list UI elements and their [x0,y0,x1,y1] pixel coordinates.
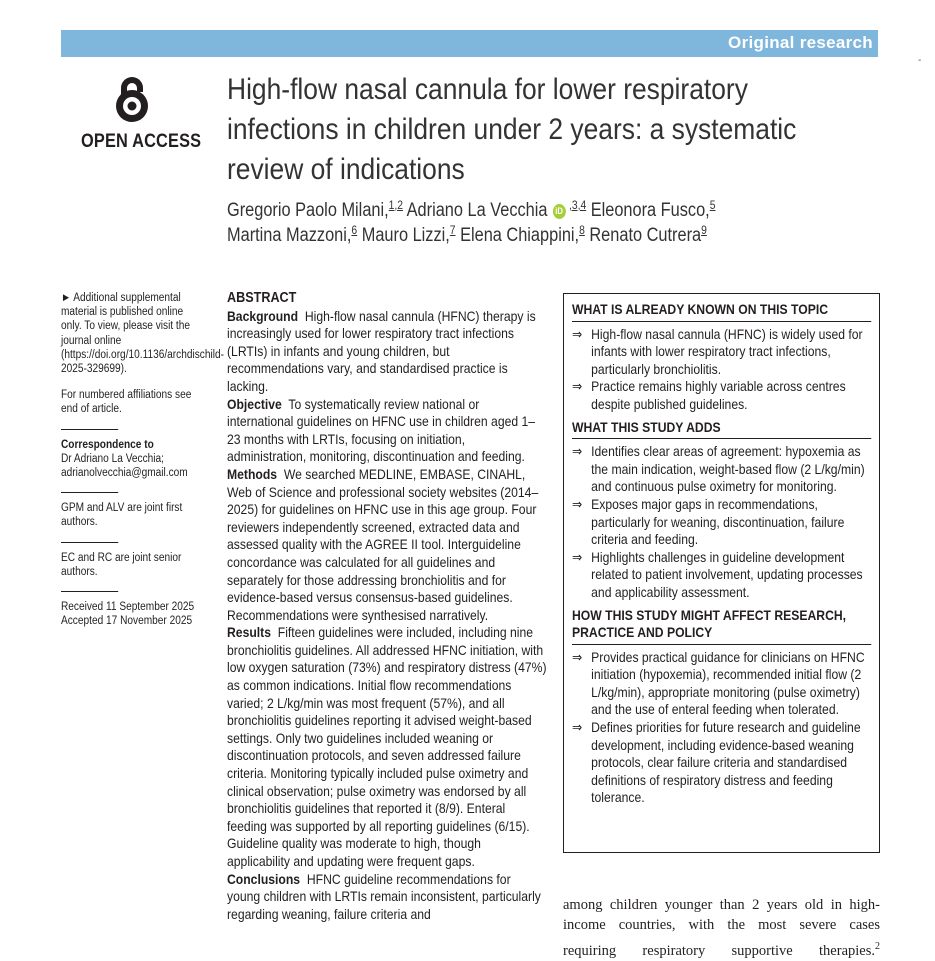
abstract-conclusions [227,871,547,924]
open-access-label: OPEN ACCESS [81,131,202,152]
key-message-text: Practice remains highly variable across centres despite published guidelines. [591,378,846,412]
article-title: High-flow nasal cannula for lower respiratory infections in children under 2 years: a systematic review of indications [227,73,797,186]
author-name: Adriano La Vecchia [406,200,548,221]
abstract-section-text: Fifteen guidelines were included, including nine bronchiolitis guidelines. All addressed HFNC initiation, with low oxygen saturation (73%) and respiratory distress (47%) as common indications. Initial flow recommendations varied; 2 L/kg/min was most frequent (57%), and all bronchiolitis guidelines reporting it advised weight-based settings. Only two guidelines included weaning or discontinuation protocols, and seven addressed failure criteria. Monitoring typically included pulse oximetry and clinical observation; pulse oximetry was endorsed by all bronchiolitis guidelines that reported it (8/9). Enteral feeding was supported by all reporting guidelines (6/15). Guideline quality was moderate to high, though applicability and updating were frequent gaps. [227,624,547,869]
abstract-methods [227,466,547,624]
abstract-section-label: Results [227,624,272,641]
abstract-section-label: Conclusions [227,870,301,887]
affiliation-link[interactable]: 7 [449,223,456,237]
affiliations-note: For numbered affiliations see end of article. [61,389,192,416]
author-list [227,198,795,248]
divider [61,492,118,493]
abstract-section-text: We searched MEDLINE, EMBASE, CINAHL, Web of Science and professional society websites (2014–2025) for guidelines on HFNC use in this age group. Four reviewers independently screened, extracted data and assessed quality with the AGREE II tool. Interguideline concordance was calculated for all guidelines and separately for those addressing bronchiolitis and for evidence-based versus consensus-based guidelines. Recommendations were synthesised narratively. [227,465,539,623]
key-affect-heading: HOW THIS STUDY MIGHT AFFECT RESEARCH, PRACTICE AND POLICY [572,607,871,645]
list-item [572,549,871,602]
divider [61,429,118,430]
key-known-list [572,326,871,414]
arrow-icon: ⇒ [572,495,583,512]
abstract-section-text: To systematically review national or international guidelines on HFNC use in children aged 1–23 months with LRTIs, focusing on initiation, administration, monitoring, discontinuation and feeding. [227,395,536,465]
affiliation-link[interactable]: ,3,4 [568,198,587,212]
reference-link[interactable]: 2 [875,941,880,952]
supplemental-note: ► Additional supplemental material is published online only. To view, please visit the journal online (https://doi.org/10.1136/archdischild-2025-329699). [61,292,224,376]
key-message-text: Identifies clear areas of agreement: hypoxemia as the main indication, weight-based flow (2 L/kg/min) and continuous pulse oximetry for monitoring. [591,443,865,495]
article-sidebar [61,291,224,628]
affiliation-link[interactable]: 8 [579,223,585,237]
correspondence-email[interactable]: adrianolvecchia@gmail.com [61,467,188,480]
key-message-text: Provides practical guidance for clinicians on HFNC initiation (hypoxemia), recommended initial flow (2 L/kg/min), appropriate monitoring (pulse oximetry) and the use of enteral feeding when tolerated. [591,648,865,718]
affiliation-link[interactable]: 9 [701,223,707,237]
key-messages-box [563,293,880,853]
abstract-heading: ABSTRACT [227,290,297,306]
author-line-2 [227,223,795,248]
body-paragraph [563,895,880,959]
author-name: Mauro Lizzi, [361,225,450,246]
abstract-results [227,624,547,870]
list-item [572,443,871,496]
correspondence-name: Dr Adriano La Vecchia; [61,452,164,465]
abstract-section-label: Methods [227,465,278,482]
arrow-icon: ⇒ [572,325,583,342]
body-text: among children younger than 2 years old in high-income countries, with the most severe cases requiring respiratory supportive therapies. [563,897,880,959]
arrow-icon: ⇒ [572,719,583,736]
section-banner [61,30,878,57]
abstract-section-label: Objective [227,395,282,412]
orcid-icon[interactable]: iD [553,204,566,219]
author-name: Renato Cutrera [589,225,702,246]
arrow-icon: ⇒ [572,443,583,460]
affiliation-link[interactable]: 5 [709,198,716,212]
arrow-icon: ⇒ [572,378,583,395]
key-known-heading: WHAT IS ALREADY KNOWN ON THIS TOPIC [572,301,871,322]
list-item [572,649,871,719]
abstract-section-text: High-flow nasal cannula (HFNC) therapy is increasingly used for lower respiratory tract infections (LRTIs) in infants and young children, but recommendations vary, and standardised practice is lacking. [227,307,536,394]
key-message-text: High-flow nasal cannula (HFNC) is widely used for infants with lower respiratory tract infections, particularly bronchiolitis. [591,325,863,377]
section-label: Original research [728,33,873,52]
list-item [572,719,871,807]
joint-first-note: GPM and ALV are joint first authors. [61,502,183,529]
joint-senior-note: EC and RC are joint senior authors. [61,551,182,578]
author-line-1 [227,198,795,223]
affiliation-link[interactable]: 6 [351,223,358,237]
abstract-section-text: HFNC guideline recommendations for young children with LRTIs remain inconsistent, particularly regarding weaning, failure criteria and [227,870,541,922]
key-message-text: Highlights challenges in guideline development related to patient involvement, updating processes and applicability assessment. [591,548,863,600]
correspondence [61,438,206,481]
key-affect-list [572,649,871,807]
list-item [572,378,871,413]
open-access-icon [107,76,157,126]
key-message-text: Exposes major gaps in recommendations, particularly for weaning, discontinuation, failure criteria and feeding. [591,495,845,548]
author-name: Eleonora Fusco, [590,200,710,221]
edge-mark: - [918,55,922,66]
abstract-objective [227,396,547,466]
correspondence-heading: Correspondence to [61,438,154,451]
list-item [572,326,871,379]
received-date: Received 11 September 2025 [61,601,195,614]
divider [61,542,118,543]
accepted-date: Accepted 17 November 2025 [61,615,193,628]
key-adds-list [572,443,871,601]
abstract-background [227,308,547,396]
author-name: Elena Chiappini, [460,225,580,246]
arrow-icon: ⇒ [572,648,583,665]
affiliation-link[interactable]: 1,2 [388,198,404,212]
abstract [227,290,547,923]
abstract-section-label: Background [227,307,299,324]
author-name: Gregorio Paolo Milani, [227,200,389,221]
divider [61,591,118,592]
key-adds-heading: WHAT THIS STUDY ADDS [572,419,871,440]
author-name: Martina Mazzoni, [227,225,352,246]
key-message-text: Defines priorities for future research and guideline development, including evidence-based weaning protocols, clear failure criteria and standardised definitions of respiratory distress and feeding tolerance. [591,719,861,806]
arrow-icon: ⇒ [572,548,583,565]
list-item [572,496,871,549]
